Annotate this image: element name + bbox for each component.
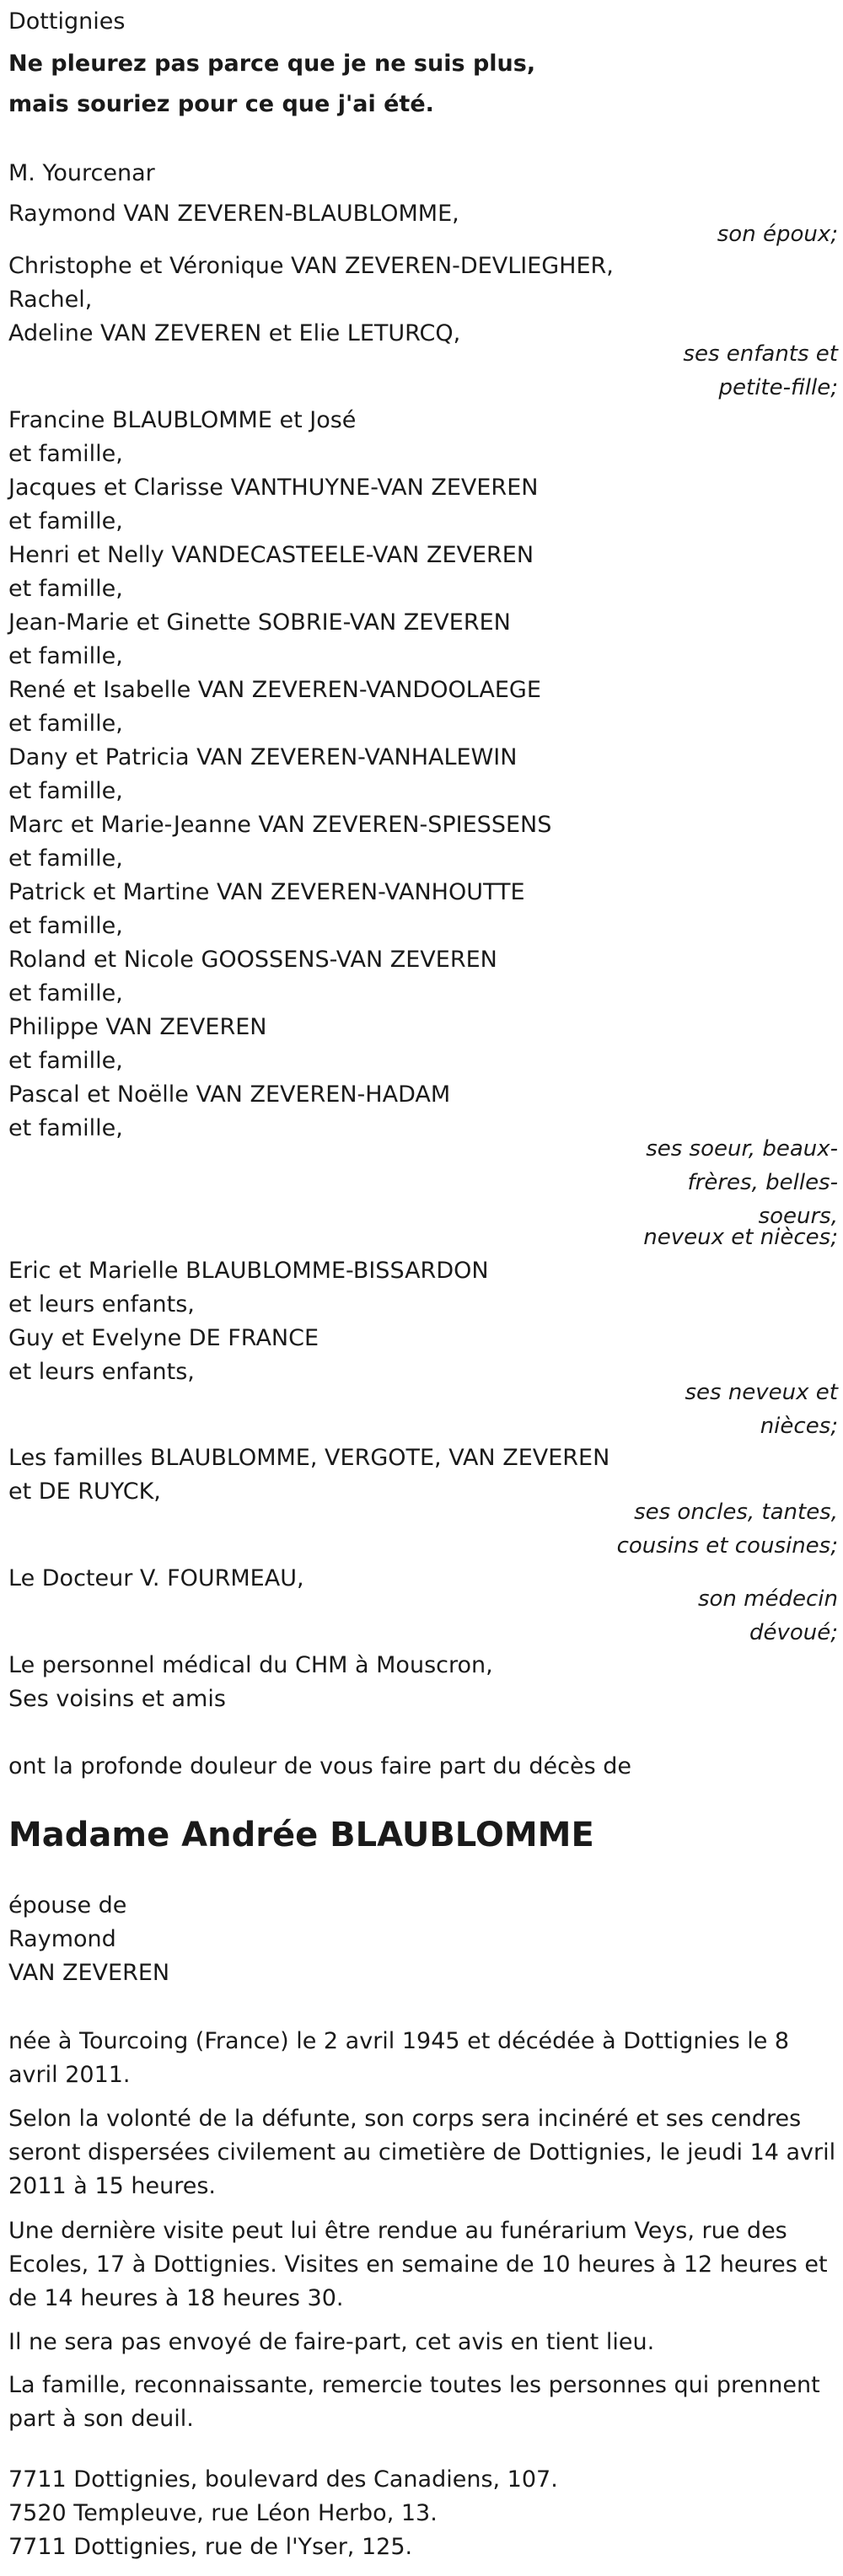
quote-line-1: Ne pleurez pas parce que je ne suis plus,: [8, 51, 536, 77]
relation-label: dévoué;: [749, 1620, 838, 1645]
family-line: René et Isabelle VAN ZEVEREN-VANDOOLAEGE: [8, 677, 541, 703]
relation-label: son médecin: [697, 1586, 838, 1612]
family-line: Marc et Marie-Jeanne VAN ZEVEREN-SPIESSENS: [8, 812, 552, 838]
relation-label: son époux;: [717, 222, 838, 247]
address-line: 7520 Templeuve, rue Léon Herbo, 13.: [8, 2500, 438, 2526]
family-line: et famille,: [8, 711, 123, 737]
deceased-spouse-line: épouse de: [8, 1892, 127, 1919]
announcement-text: ont la profonde douleur de vous faire part du décès de: [8, 1753, 631, 1779]
family-line: et DE RUYCK,: [8, 1479, 161, 1505]
family-line: Adeline VAN ZEVEREN et Elie LETURCQ,: [8, 320, 461, 346]
family-line: Dany et Patricia VAN ZEVEREN-VANHALEWIN: [8, 744, 518, 770]
family-line: et famille,: [8, 1048, 123, 1074]
deceased-spouse-line: Raymond: [8, 1926, 116, 1952]
family-line: Guy et Evelyne DE FRANCE: [8, 1325, 319, 1351]
family-line: Eric et Marielle BLAUBLOMME-BISSARDON: [8, 1258, 489, 1284]
family-line: et leurs enfants,: [8, 1359, 195, 1385]
family-line: et famille,: [8, 980, 123, 1006]
quote-author: M. Yourcenar: [8, 160, 155, 186]
relation-label: ses oncles, tantes,: [634, 1500, 838, 1525]
deceased-name: Madame Andrée BLAUBLOMME: [8, 1816, 594, 1854]
family-line: et famille,: [8, 576, 123, 602]
relation-label: ses neveux et: [685, 1380, 838, 1405]
family-line: Roland et Nicole GOOSSENS-VAN ZEVEREN: [8, 947, 497, 973]
relation-label: nièces;: [760, 1414, 838, 1439]
family-line: Jean-Marie et Ginette SOBRIE-VAN ZEVEREN: [8, 609, 511, 636]
family-line: et famille,: [8, 643, 123, 669]
family-line: et famille,: [8, 913, 123, 939]
family-line: Christophe et Véronique VAN ZEVEREN-DEVLIEGHER,: [8, 253, 614, 279]
notice-paragraph: Il ne sera pas envoyé de faire-part, cet avis en tient lieu.: [8, 2329, 655, 2355]
relation-label: frères, belles-: [687, 1170, 838, 1195]
address-line: 7711 Dottignies, rue de l'Yser, 125.: [8, 2534, 413, 2560]
family-line: et famille,: [8, 508, 123, 534]
family-line: Les familles BLAUBLOMME, VERGOTE, VAN ZEVEREN: [8, 1445, 610, 1471]
relation-label: soeurs,: [758, 1204, 838, 1229]
family-line: Raymond VAN ZEVEREN-BLAUBLOMME,: [8, 201, 459, 227]
family-line: et famille,: [8, 441, 123, 467]
family-line: Le Docteur V. FOURMEAU,: [8, 1565, 304, 1591]
family-line: Pascal et Noëlle VAN ZEVEREN-HADAM: [8, 1081, 451, 1108]
relation-label: ses soeur, beaux-: [646, 1136, 838, 1162]
notice-paragraph: La famille, reconnaissante, remercie toutes les personnes qui prennent part à son deuil.: [8, 2372, 820, 2432]
notice-paragraph: née à Tourcoing (France) le 2 avril 1945 et décédée à Dottignies le 8 avril 2011.: [8, 2028, 790, 2088]
family-line: Francine BLAUBLOMME et José: [8, 407, 357, 433]
relation-label: ses enfants et: [683, 341, 838, 367]
family-line: Rachel,: [8, 287, 93, 313]
family-line: et famille,: [8, 1115, 123, 1141]
notice-paragraph: Selon la volonté de la défunte, son corps sera incinéré et ses cendres seront dispersées civilement au cimetière de Dottignies, le jeudi 14 avril 2011 à 15 heures.: [8, 2106, 836, 2199]
relation-label: cousins et cousines;: [616, 1533, 838, 1559]
place-header: Dottignies: [8, 8, 126, 35]
relation-label: neveux et nièces;: [643, 1225, 838, 1250]
family-line: Jacques et Clarisse VANTHUYNE-VAN ZEVEREN: [8, 475, 539, 501]
family-line: et leurs enfants,: [8, 1291, 195, 1318]
family-line: et famille,: [8, 778, 123, 804]
address-line: 7711 Dottignies, boulevard des Canadiens, 107.: [8, 2466, 558, 2493]
relation-label: petite-fille;: [718, 375, 838, 400]
deceased-spouse-line: VAN ZEVEREN: [8, 1960, 170, 1986]
family-line: Patrick et Martine VAN ZEVEREN-VANHOUTTE: [8, 879, 525, 905]
family-line: et famille,: [8, 845, 123, 872]
family-line: Ses voisins et amis: [8, 1686, 226, 1712]
family-line: Henri et Nelly VANDECASTEELE-VAN ZEVEREN: [8, 542, 534, 568]
notice-paragraph: Une dernière visite peut lui être rendue au funérarium Veys, rue des Ecoles, 17 à Dottignies. Visites en semaine de 10 heures à 12 heures et de 14 heures à 18 heures 30.: [8, 2218, 828, 2311]
quote-line-2: mais souriez pour ce que j'ai été.: [8, 91, 434, 117]
family-line: Philippe VAN ZEVEREN: [8, 1014, 267, 1040]
family-line: Le personnel médical du CHM à Mouscron,: [8, 1652, 493, 1678]
